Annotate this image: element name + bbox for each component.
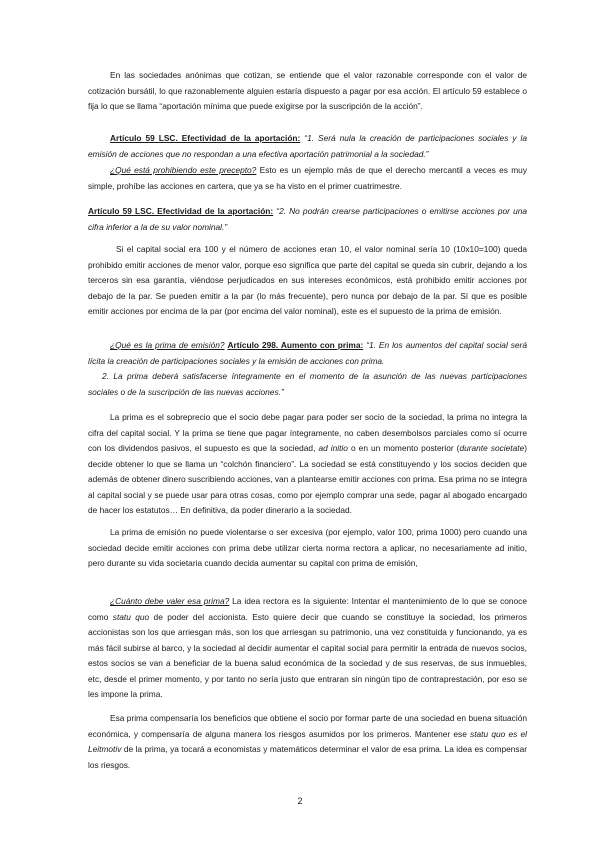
- paragraph-text: Si el capital social era 100 y el número de acciones eran 10, el valor nominal sería 10 (10x10=100) queda prohibido emitir acciones de menor valor, porque eso significa que parte del capital se queda sin cubrir, dejando a los terceros sin esa garantía, viéndose perjudicados en sus intereses económicos, está prohibido emitir acciones por debajo de la par. Se pueden emitir a la par (lo más frecuente), pero nunca por debajo de la par. Sí que es posible emitir acciones por encima de la par (por encima del valor nominal), este es el supuesto de la prima de emisión.: [88, 244, 527, 316]
- question-heading: ¿Qué es la prima de emisión?: [110, 340, 225, 350]
- article-heading: Artículo 298. Aumento con prima:: [227, 340, 364, 350]
- question-heading: ¿Qué está prohibiendo este precepto?: [110, 165, 257, 175]
- paragraph-prima-excesiva: [88, 525, 527, 572]
- quote-text: “1. En los aumentos del capital social será lícita la creación de participaciones sociales y la emisión de acciones con prima.: [88, 340, 527, 366]
- page-number: 2: [297, 796, 303, 806]
- article-298-point-2: [88, 369, 527, 400]
- paragraph-precepto: [88, 163, 527, 194]
- paragraph-text: La prima de emisión no puede violentarse o ser excesiva (por ejemplo, valor 100, prima 1000) pero cuando una sociedad decide emitir acciones con prima debe utilizar cierta norma rectora a aplicar, no necesariamente ad initio, pero durante su vida societaria cuando decida aumentar su capital con prima de emisión,: [88, 527, 527, 568]
- paragraph-intro: [88, 68, 527, 115]
- paragraph-text: En las sociedades anónimas que cotizan, se entiende que el valor razonable corresponde con el valor de cotización bursátil, lo que razonablemente alguien estaría dispuesto a pagar por esa acción. El artículo 59 establece o fija lo que se llama “aportación mínima que puede exigirse por la suscripción de la acción”.: [88, 70, 527, 111]
- article-heading: Artículo 59 LSC. Efectividad de la aportación:: [88, 206, 274, 216]
- article-heading: Artículo 59 LSC. Efectividad de la aportación:: [110, 133, 301, 143]
- quote-text: 2. La prima deberá satisfacerse íntegramente en el momento de la asunción de las nuevas participaciones sociales o de la suscripción de las nuevas acciones.”: [88, 371, 527, 397]
- paragraph-cuanto-prima: ¿Cuánto debe valer esa prima? La idea rectora es la siguiente: Intentar el mantenimiento de lo que se conoce como statu quo de poder del accionista. Esto quiere decir que cuando se constituye la sociedad, los primeros accionistas son los que arriesgan más, son los que arriesgan su patrimonio, una vez constituida y funcionando, ya es más fácil subirse al barco, y la sociedad al decidir aumentar el capital social para permitir la entrada de nuevos socios, estos socios se van a beneficiar de la buena salud económica de la sociedad y de sus reservas, de sus inmuebles, etc, desde el primer momento, y por tanto no sería justo que entraran sin ningún tipo de contraprestación, por eso se les impone la prima.: [88, 596, 527, 699]
- article-59-quote-1: [88, 131, 527, 162]
- paragraph-prima-sobreprecio: La prima es el sobreprecio que el socio debe pagar para poder ser socio de la sociedad, la prima no integra la cifra del capital social. Y la prima se tiene que pagar íntegramente, no caben desembolsos parciales como sí ocurre con los dividendos pasivos, el supuesto es que la sociedad, ad initio o en un momento posterior (durante societate) decide obtener lo que se llama un “colchón financiero”. La sociedad se está constituyendo y los socios deciden que además de obtener dinero suscribiendo acciones, van a plantearse emitir acciones con prima. Esa prima no se integra al capital social y se puede usar para otras cosas, como por ejemplo comprar una sede, pagar al abogado encargado de hacer los estatutos… En definitiva, da poder dinerario a la sociedad.: [88, 412, 527, 515]
- article-298-quote: [88, 338, 527, 369]
- quote-text: “2. No podrán crearse participaciones o emitirse acciones por una cifra inferior a la de su valor nominal.”: [88, 206, 527, 232]
- question-heading: ¿Cuánto debe valer esa prima?: [110, 596, 230, 606]
- quote-text: “1. Será nula la creación de participaciones sociales y la emisión de acciones que no respondan a una efectiva aportación patrimonial a la sociedad.”: [88, 133, 527, 159]
- paragraph-compensacion: Esa prima compensaría los beneficios que obtiene el socio por formar parte de una sociedad en buena situación económica, y compensaría de alguna manera los riesgos asumidos por los primeros. Mantener ese statu quo es el Leitmotiv de la prima, ya tocará a economistas y matemáticos determinar el valor de esa prima. La idea es compensar los riesgos.: [88, 713, 527, 770]
- paragraph-text: Esto es un ejemplo más de que el derecho mercantil a veces es muy simple, prohíbe las acciones en cartera, que ya se ha visto en el primer cuatrimestre.: [88, 165, 527, 191]
- paragraph-capital-social: [88, 242, 527, 320]
- article-59-quote-2: [88, 204, 527, 235]
